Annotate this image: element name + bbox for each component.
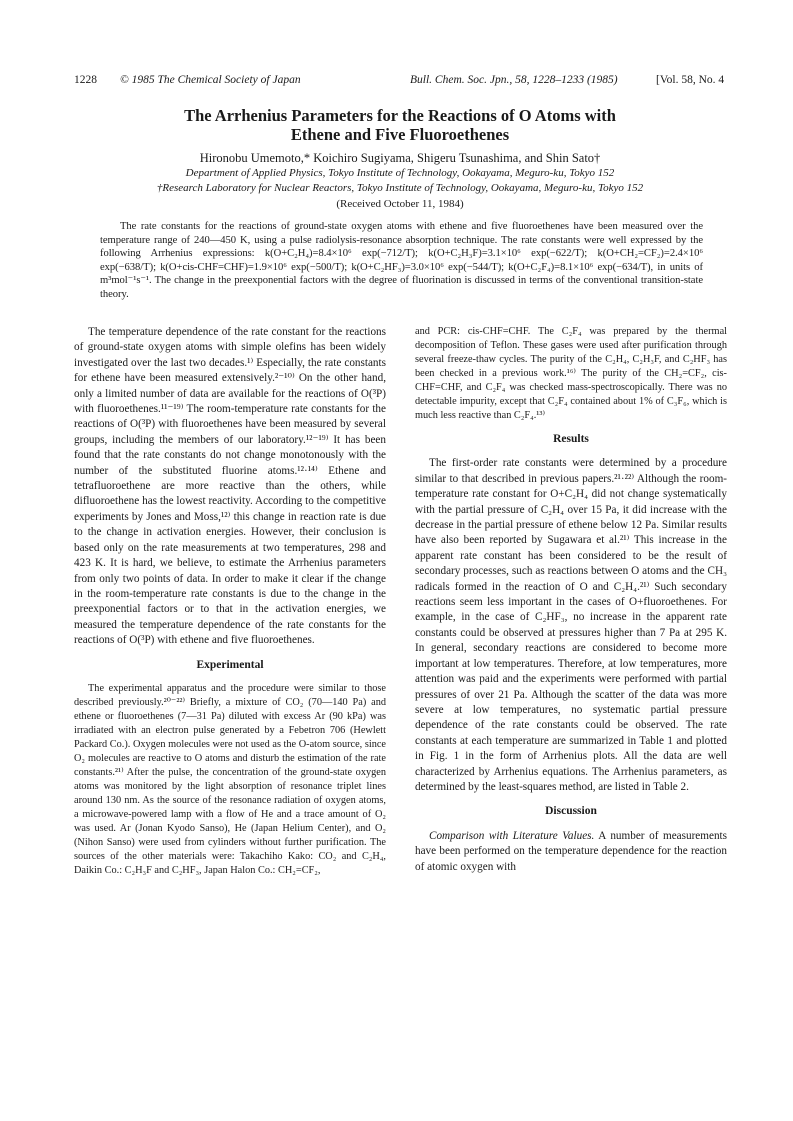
materials-continuation-paragraph: and PCR: cis-CHF=CHF. The C₂F₄ was prepared by the thermal decomposition of Teflon. These gases were used after purification through several freeze-thaw cycles. The purity of the C₂H₄, C₂H₃F, and C₂HF₃ has been checked in a previous work.¹⁶⁾ The purity of the CH₂=CF₂, cis-CHF=CHF, and C₂F₄ was checked mass-spectroscopically. There was no detectable impurity, except that C₂F₄ contained about 1% of C₃F₆, which is much less reactive than C₂F₄.¹³⁾ xyxy=(415,326,727,421)
left-column xyxy=(74,325,386,878)
discussion-subheading: Comparison with Literature Values. xyxy=(429,829,595,842)
page-number: 1228 xyxy=(74,74,97,86)
experimental-paragraph: The experimental apparatus and the procedure were similar to those described previously.²⁰⁻²²⁾ Briefly, a mixture of CO₂ (70—140 Pa) and ethene or fluoroethenes (7—31 Pa) diluted with excess Ar (90 kPa) was irradiated with an electron pulse generated by a Febetron 706 (Hewlett Packard Co.). Oxygen molecules were not used as the O-atom source, since O₂ molecules are reactive to O atoms and disturb the estimation of the rate constants.²¹⁾ After the pulse, the concentration of the ground-state oxygen atoms was monitored by the light absorption of resonance triplet lines around 130 nm. As the source of the resonance radiation of oxygen atoms, a microwave-powered lamp with a flow of He and a trace amount of O₂ was used. Ar (Jonan Kyodo Sanso), He (Japan Helium Center), and O₂ (Nihon Sanso) were used from cylinders without further purification. The sources of the other materials were: Takachiho Kako: CO₂ and C₂H₄, Daikin Co.: C₂H₃F and C₂HF₃, Japan Halon Co.: CH₂=CF₂, xyxy=(74,682,386,876)
right-column xyxy=(415,325,727,875)
section-heading-results: Results xyxy=(553,433,589,445)
title-line-2: Ethene and Five Fluoroethenes xyxy=(290,125,510,144)
discussion-text: A number of measurements have been performed on the temperature dependence for the reaction of atomic oxygen with xyxy=(415,829,728,873)
author-list: Hironobu Umemoto,* Koichiro Sugiyama, Shigeru Tsunashima, and Shin Sato† xyxy=(199,151,601,165)
article-title xyxy=(100,106,700,144)
received-date: (Received October 11, 1984) xyxy=(336,198,464,210)
introduction-paragraph: The temperature dependence of the rate constant for the reactions of ground-state oxygen atoms with simple olefins has been widely investigated over the last two decades.¹⁾ Especially, the rate constants for ethene have been measured extensively.²⁻¹⁰⁾ On the other hand, only a limited number of data are available for the reactions of O(³P) with fluoroethenes.¹¹⁻¹⁹⁾ The room-temperature rate constants for the reactions of O(³P) with fluoroethenes have been measured by several groups, including the members of our laboratory.¹²⁻¹⁹⁾ It has been found that the rate constants do not change monotonously with the number of the substituted fluorine atoms.¹²·¹⁴⁾ Ethene and tetrafluoroethene are more reactive than the others, while difluoroethene has the lowest reactivity. According to the competitive experiments by Jones and Moss,¹²⁾ this change in reaction rate is due to the change in activation energies. However, their conclusion is based only on the rate measurements at two temperatures, 298 and 423 K. It is hard, we believe, to estimate the Arrhenius parameters from only two points of data. In order to make it clear if the change in the room-temperature rate constants is due to the change in the preexponential factors or to that in the activation energies, we measured the temperature dependence of the rate constants for the reactions of O(³P) with ethene and five fluoroethenes. xyxy=(74,326,386,647)
volume-issue: [Vol. 58, No. 4 xyxy=(656,74,725,86)
affiliation-secondary: †Research Laboratory for Nuclear Reactors, Tokyo Institute of Technology, Ookayama, Meguro-ku, Tokyo 152 xyxy=(156,182,644,194)
section-heading-discussion: Discussion xyxy=(545,805,597,818)
abstract: The rate constants for the reactions of ground-state oxygen atoms with ethene and five fluoroethenes have been measured over the temperature range of 240—450 K, using a pulse radiolysis-resonance absorption technique. The rate constants were well expressed by the following Arrhenius expressions: k(O+C₂H₄)=8.4×10⁶ exp(−712/T); k(O+C₂H₃F)=3.1×10⁶ exp(−622/T); k(O+CH₂=CF₂)=2.4×10⁶ exp(−638/T); k(O+cis-CHF=CHF)=1.9×10⁶ exp(−500/T); k(O+C₂HF₃)=3.0×10⁶ exp(−544/T); k(O+C₂F₄)=8.1×10⁶ exp(−634/T), in units of m³mol⁻¹s⁻¹. The change in the preexponential factors with the degree of fluorination is discussed in terms of the conventional transition-state theory. xyxy=(100,221,703,300)
journal-citation: Bull. Chem. Soc. Jpn., 58, 1228–1233 (1985) xyxy=(410,74,618,86)
section-heading-experimental: Experimental xyxy=(196,658,264,671)
affiliation-primary: Department of Applied Physics, Tokyo Institute of Technology, Ookayama, Meguro-ku, Tokyo 152 xyxy=(185,167,615,179)
discussion-paragraph xyxy=(415,829,727,875)
copyright-notice: © 1985 The Chemical Society of Japan xyxy=(120,74,301,86)
running-header xyxy=(62,74,738,90)
title-line-1: The Arrhenius Parameters for the Reactions of O Atoms with xyxy=(184,106,616,125)
results-paragraph: The first-order rate constants were determined by a procedure similar to that described in previous papers.²¹·²²⁾ Although the room-temperature rate constant for O+C₂H₄ did not change systematically with the partial pressure of C₂H₄ over 15 Pa, it did increase with the decrease in the partial pressure of ethene below 12 Pa. Similar results have also been reported by Sugawara et al.²¹⁾ This increase in the apparent rate constant has been considered to be the result of secondary processes, such as reactions between O atoms and the CH₃ radicals formed in the reaction of O and C₂H₄.²¹⁾ Such secondary reactions seem less important in the cases of O+fluoroethenes. For example, in the case of C₂HF₃, no increase in the apparent rate constants could be observed at pressures higher than 7 Pa at 295 K. In general, secondary reactions are considered to become more important at low temperatures. Therefore, at low temperatures, more attention was paid and the experiments were performed with partial pressures of over 21 Pa. Although the scatter of the data was more severe at low temperatures, no systematic partial pressure dependence of the rate constants could be observed. The rate constants at each temperature are summarized in Table 1 and plotted in Fig. 1 in the form of Arrhenius plots. All the data are well characterized by Arrhenius equations. The Arrhenius parameters, as determined by the least-squares method, are listed in Table 2. xyxy=(415,457,727,793)
